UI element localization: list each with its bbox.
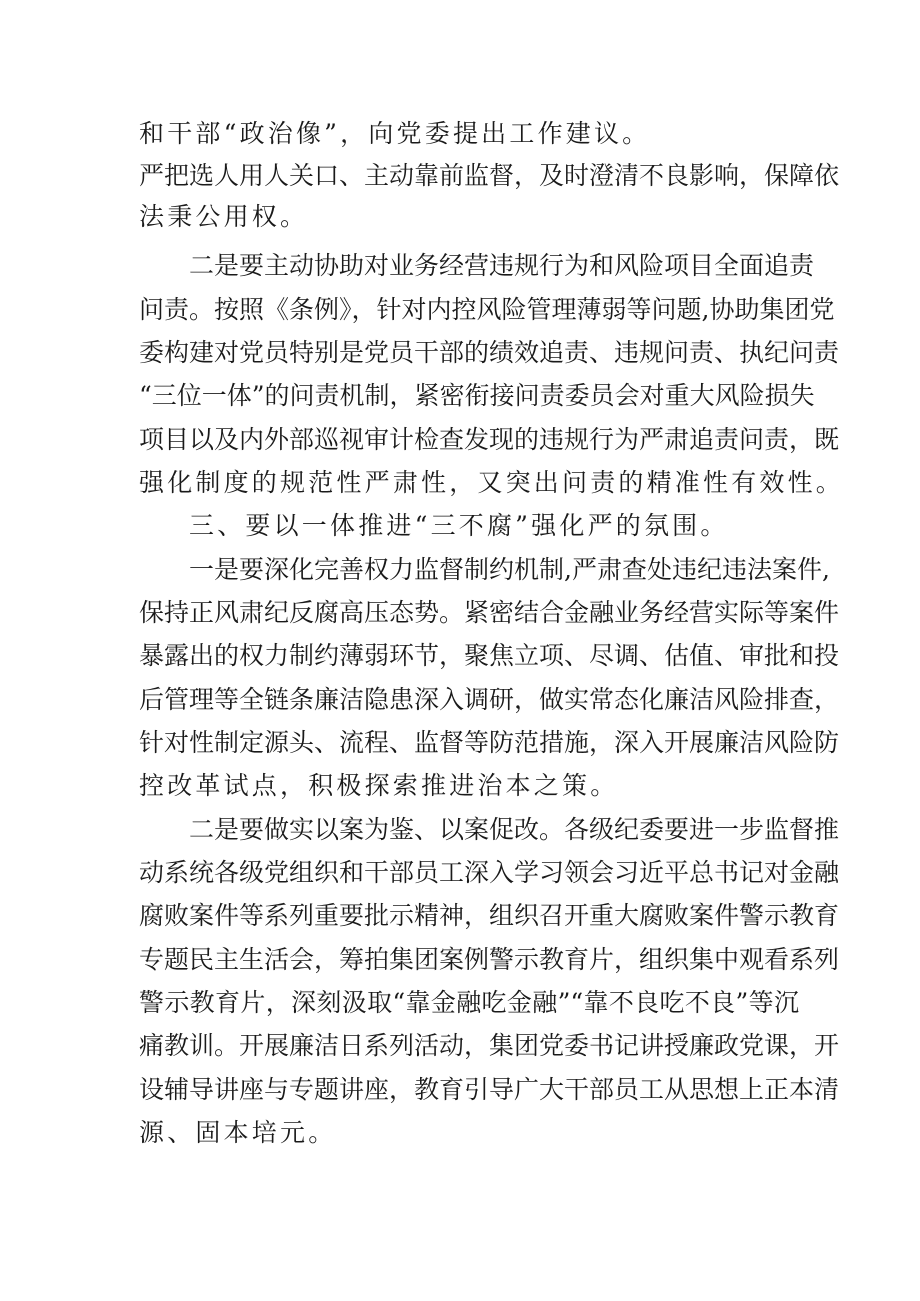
text-line: 设辅导讲座与专题讲座，教育引导广大干部员工从思想上正本清 [139,1075,840,1104]
text-line: 项目以及内外部巡视审计检查发现的违规行为严肃追责问责，既 [139,425,840,454]
text-line: 控改革试点，积极探索推进治本之策。 [139,771,619,800]
section-heading: 三、要以一体推进“三不腐”强化严的氛围。 [189,511,729,540]
text-line: 保持正风肃纪反腐高压态势。紧密结合金融业务经营实际等案件 [139,598,840,627]
text-line: 问责。按照《条例》，针对内控风险管理薄弱等问题,协助集团党 [139,295,835,324]
text-line: 针对性制定源头、流程、监督等防范措施，深入开展廉洁风险防 [139,728,840,757]
text-line: 委构建对党员特别是党员干部的绩效追责、违规问责、执纪问责 [139,338,840,367]
text-line: 专题民主生活会，筹拍集团案例警示教育片，组织集中观看系列 [139,945,840,974]
paragraph-start: 二是要做实以案为鉴、以案促改。各级纪委要进一步监督推 [189,815,840,844]
text-line: 警示教育片，深刻汲取“靠金融吃金融”“靠不良吃不良”等沉 [139,988,799,1017]
text-line: 动系统各级党组织和干部员工深入学习领会习近平总书记对金融 [139,858,840,887]
paragraph-start: 二是要主动协助对业务经营违规行为和风险项目全面追责 [189,251,815,280]
text-line: 强化制度的规范性严肃性，又突出问责的精准性有效性。 [139,468,845,497]
text-line: 腐败案件等系列重要批示精神，组织召开重大腐败案件警示教育 [139,901,840,930]
text-line: 和干部“政治像”，向党委提出工作建议。 [139,119,651,148]
text-line: 严把选人用人关口、主动靠前监督，及时澄清不良影响，保障依 [139,161,840,190]
text-line: 源、固本培元。 [139,1118,337,1147]
text-line: “三位一体”的问责机制，紧密衔接问责委员会对重大风险损失 [139,381,815,410]
text-line: 法秉公用权。 [139,202,309,231]
text-line: 后管理等全链条廉洁隐患深入调研，做实常态化廉洁风险排查， [139,685,840,714]
text-line: 暴露出的权力制约薄弱环节，聚焦立项、尽调、估值、审批和投 [139,641,840,670]
text-line: 痛教训。开展廉洁日系列活动，集团党委书记讲授廉政党课，开 [139,1031,840,1060]
paragraph-start: 一是要深化完善权力监督制约机制,严肃查处违纪违法案件, [189,555,830,584]
